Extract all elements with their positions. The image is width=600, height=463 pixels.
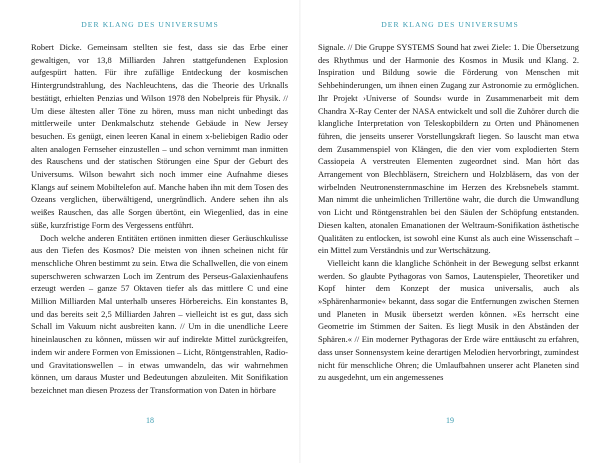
- running-head: DER KLANG DES UNIVERSUMS: [81, 20, 219, 29]
- running-head: DER KLANG DES UNIVERSUMS: [381, 20, 519, 29]
- paragraph: Robert Dicke. Gemeinsam stellten sie fest, dass sie das Erbe einer gewaltigen, vor 13,8 Milliarden Jahren stattgefundenen Explosion aufgespürt hatten. Für ihre zufällige Entdeckung der kosmischen Hintergrundstrahlung, des Nachleuchtens, das die Theorie des Urknalls bestätigt, erhielten Penzias und Wilson 1978 den Nobelpreis für Physik. // Um diese ältesten aller Töne zu hören, muss man nicht unbedingt das mittlerweile unter Denkmalschutz stehende Gebäude in New Jersey besuchen. Es genügt, einen leeren Kanal in einem x-beliebigen Radio oder alten analogen Fernseher einzustellen – und schon vernimmt man inmitten des Rauschens und der statischen Störungen eine Spur der Geburt des Universums. Wilson bewahrt sich noch immer eine Aufnahme dieses Klangs auf seinem Mobiltelefon auf. Manche haben ihn mit dem Tosen des Ozeans verglichen, überwältigend, unergründlich. Andere sehen ihn als weißes Rauschen, das alle Sorgen übertönt, ein Wiegenlied, das in eine süße, kurzfristige Form des Vergessens entführt.: [31, 42, 288, 230]
- body-text: [318, 41, 579, 384]
- right-page: [300, 0, 600, 463]
- page-number: 18: [146, 416, 154, 425]
- paragraph: Doch welche anderen Entitäten ertönen inmitten dieser Geräuschkulisse aus den Tiefen des Kosmos? Die meisten von ihnen scheinen nicht für menschliche Ohren bestimmt zu sein. Etwa die Schallwellen, die von einem superschweren schwarzen Loch im Zentrum des Perseus-Galaxienhaufens erzeugt werden – ganze 57 Oktaven tiefer als das mittlere C und eine Million Milliarden Mal unterhalb unseres Hörbereichs. Ein konstantes B, und das bereits seit 2,5 Milliarden Jahren – vielleicht ist es gut, dass sich Schall im Vakuum nicht ausbreiten kann. // Um in die unendliche Leere hineinlauschen zu können, müssen wir auf indirekte Mittel zurückgreifen, indem wir andere Formen von Emissionen – Licht, Röntgenstrahlen, Radio- und Gravitationswellen – in etwas umwandeln, das wir wahrnehmen können, um daraus Muster und Bedeutungen abzuleiten. Mit Sonifikation bezeichnet man diesen Prozess der Transformation von Daten in hörbare: [31, 232, 288, 395]
- paragraph: Vielleicht kann die klangliche Schönheit in der Bewegung selbst erkannt werden. So glaubte Pythagoras von Samos, Lautenspieler, Theoretiker und Kopf hinter dem Konzept der musica universalis, auch als »Sphärenharmonie« bekannt, dass sogar die Entfernungen zwischen Sternen und Planeten in Musik übersetzt werden können. »Es herrscht eine Geometrie im Stimmen der Saiten. Es liegt Musik in den Abständen der Sphären.« // Ein moderner Pythagoras der Erde wäre enttäuscht zu erfahren, dass unser Sonnensystem keine derartigen Melodien hervorbringt, zumindest nicht für menschliche Ohren; die Umlaufbahnen unserer acht Planeten sind zu ausgedehnt, um ein angemessenes: [318, 257, 579, 383]
- paragraph: Signale. // Die Gruppe SYSTEMS Sound hat zwei Ziele: 1. Die Übersetzung des Rhythmus und der Harmonie des Kosmos in Musik und Klang. 2. Inspiration und Bildung sowie die Förderung von Menschen mit Sehbehinderungen, um ihnen einen Zugang zur Astronomie zu ermöglichen. Ihr Projekt ›Universe of Sounds‹ wurde in Zusammenarbeit mit dem Chandra X-Ray Center der NASA entwickelt und soll die Zuhörer durch die klangliche Interpretation von Teleskopbildern zu Orten und Phänomenen führen, die jenseits unserer Vorstellungskraft liegen. So lauscht man etwa dem Zusammenspiel von Klängen, die den vier vom explodierten Stern Cassiopeia A verstreuten Elementen zugeordnet sind. Man hört das Arrangement von Blechbläsern, Streichern und Holzbläsern, das von der wirbelnden Neutronensternmaschine im Herzen des Krebsnebels stammt. Man nimmt die unheimlichen Trillertöne wahr, die durch die Umwandlung von Licht und Röntgenstrahlen bei den Säulen der Schöpfung entstanden. Diesen kalten, atonalen Emanationen der Weltraum-Sonifikation ästhetische Qualitäten zu entlocken, ist sowohl eine Kunst als auch eine Wissenschaft – ein Mittel zum Verständnis und zur Wertschätzung.: [318, 42, 579, 256]
- body-text: [31, 41, 288, 397]
- page-number: 19: [446, 416, 454, 425]
